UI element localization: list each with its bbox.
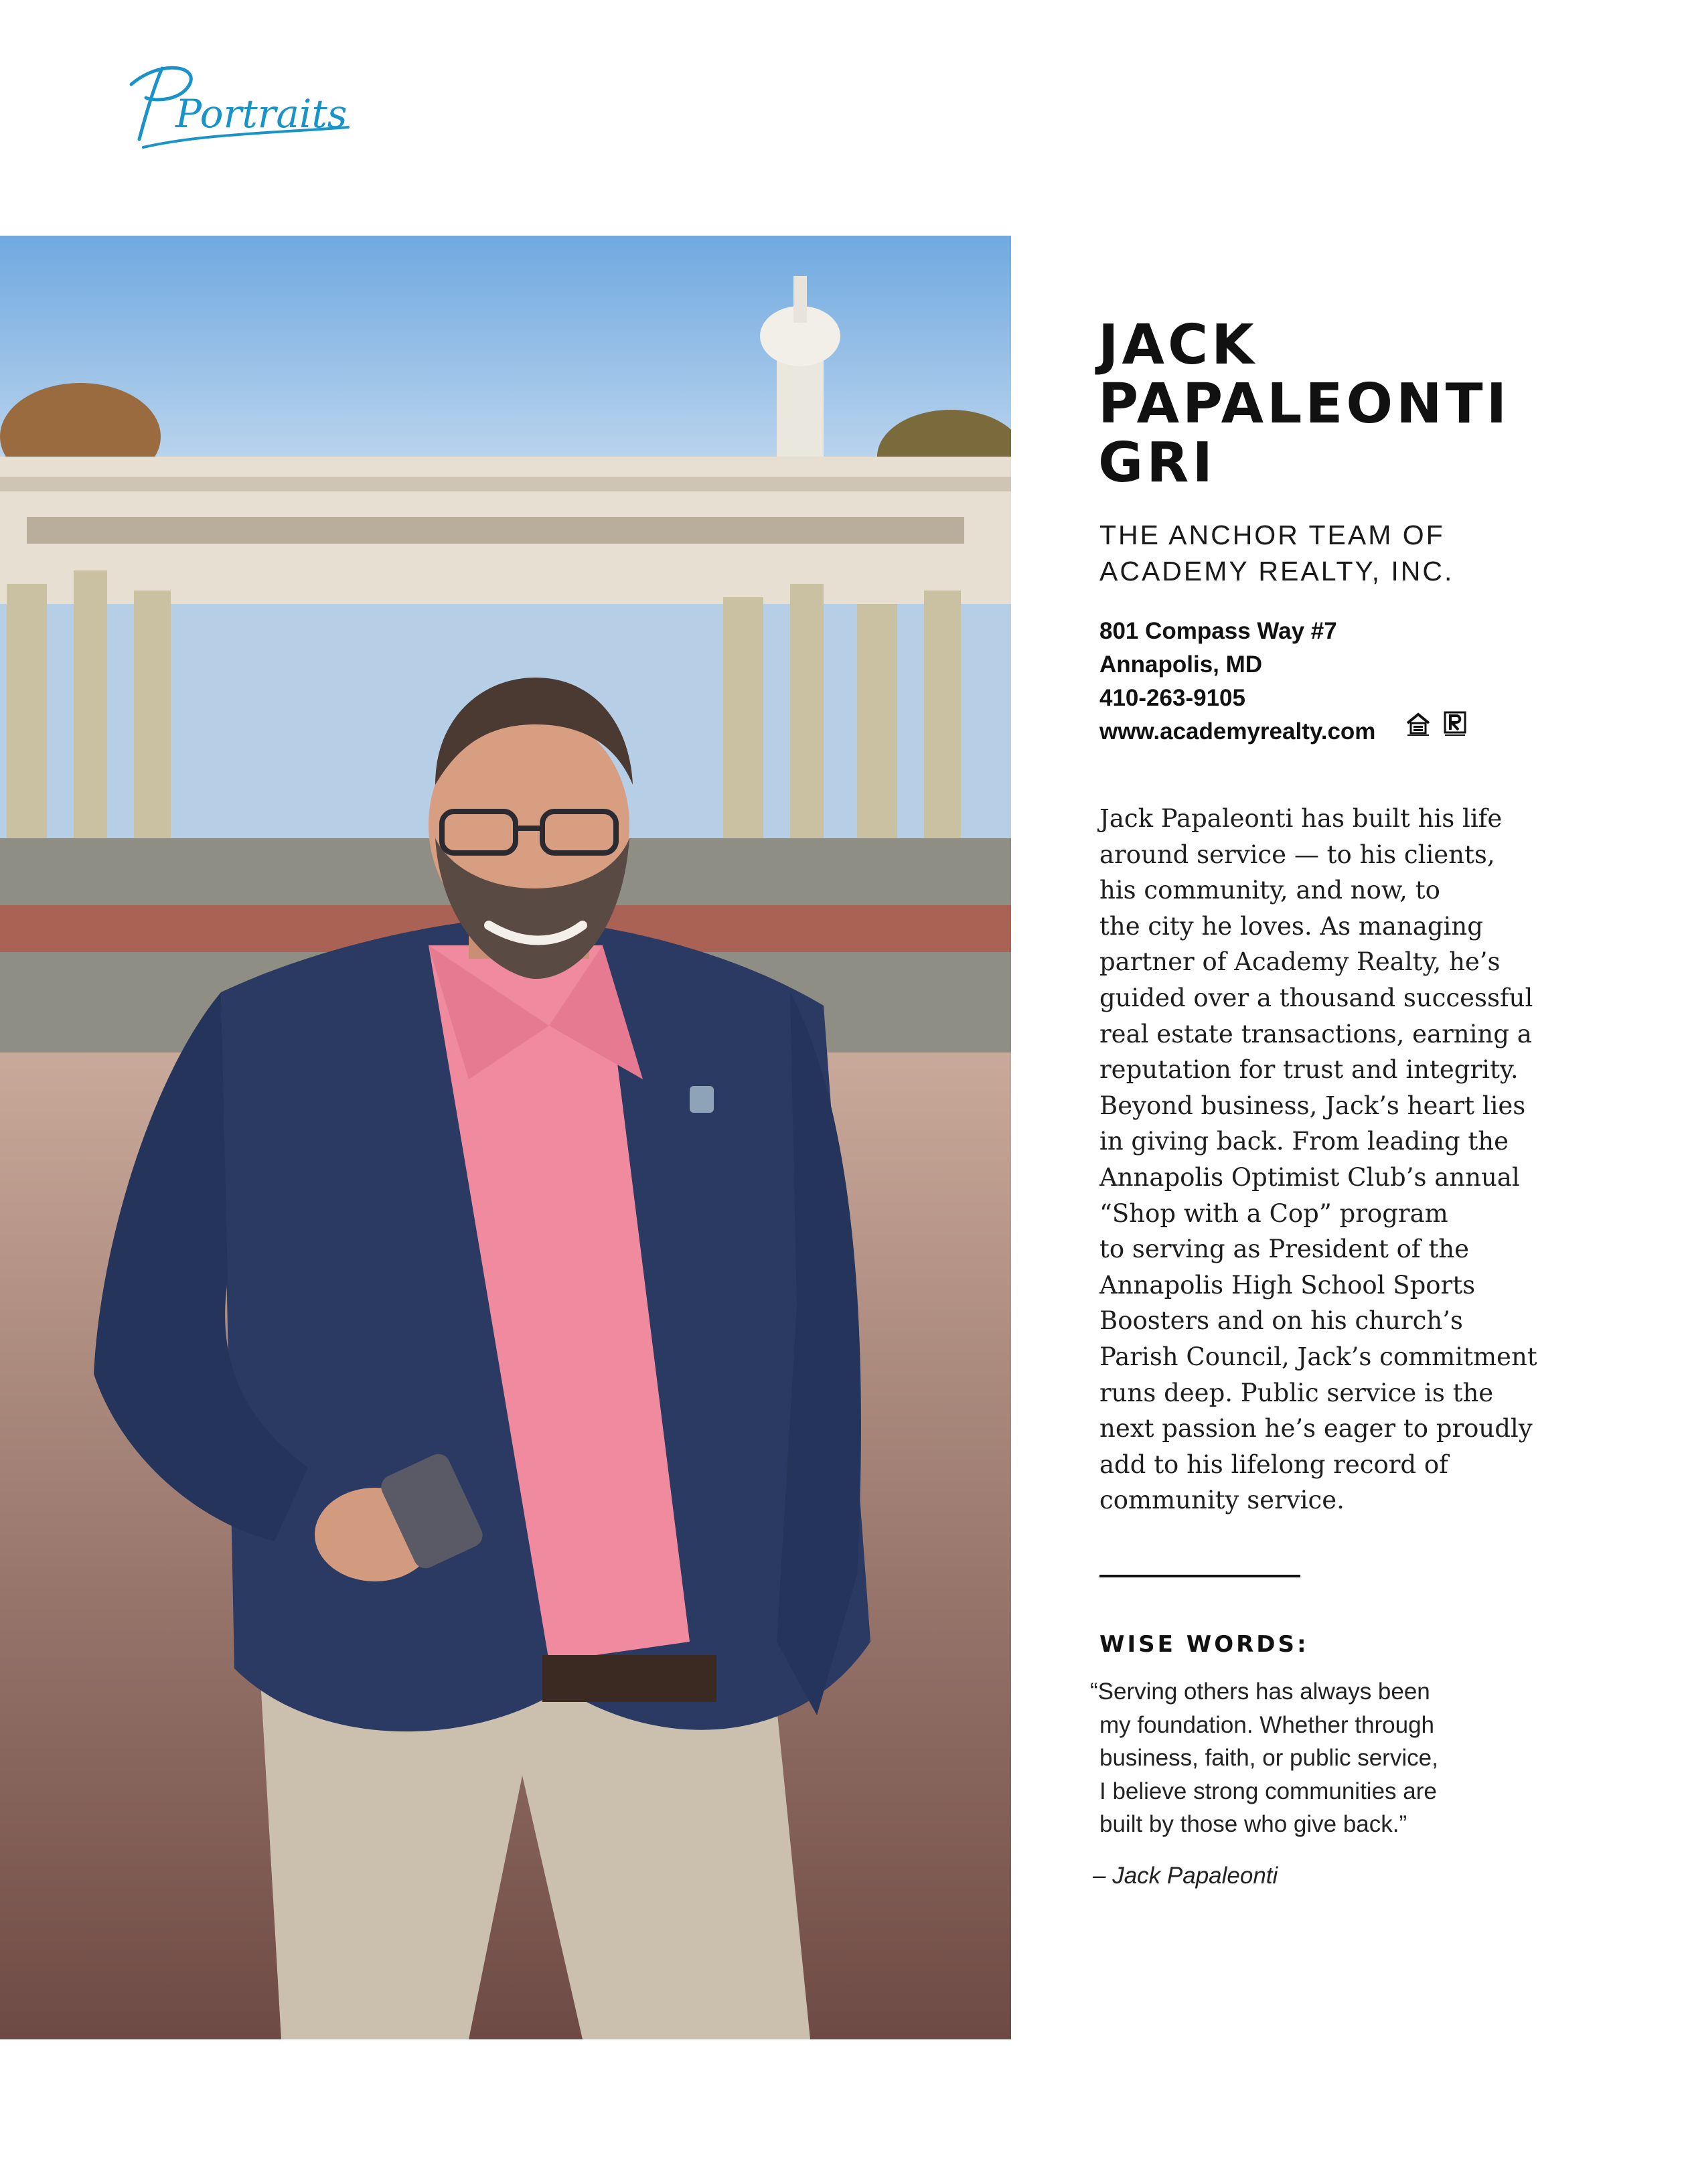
quote-line: “Serving others has always been — [1090, 1679, 1430, 1705]
website-link[interactable]: www.academyrealty.com — [1099, 718, 1376, 745]
portrait-photo-illustration-icon — [0, 236, 1011, 2039]
quote-line: built by those who give back.” — [1099, 1811, 1407, 1838]
bio-line: in giving back. From leading the — [1099, 1127, 1509, 1156]
portraits-script-logo-icon — [114, 54, 362, 167]
bio-line: next passion he’s eager to proudly — [1099, 1414, 1533, 1444]
biography — [1099, 801, 1541, 1518]
bio-line: guided over a thousand successful — [1099, 983, 1533, 1012]
bio-line: Beyond business, Jack’s heart lies — [1099, 1091, 1526, 1120]
quote-attribution: – Jack Papaleonti — [1093, 1863, 1278, 1889]
bio-line: the city he loves. As managing — [1099, 911, 1483, 941]
quote-line: I believe strong communities are — [1099, 1778, 1437, 1804]
agent-name-line-3: GRI — [1098, 431, 1216, 495]
contact-block — [1099, 615, 1608, 749]
company-line-2: ACADEMY REALTY, INC. — [1099, 556, 1454, 587]
section-divider — [1099, 1575, 1300, 1577]
bio-line: Jack Papaleonti has built his life — [1099, 804, 1503, 833]
address-line-2: Annapolis, MD — [1099, 651, 1263, 678]
portraits-section-logo — [114, 54, 362, 167]
bio-line: real estate transactions, earning a — [1099, 1019, 1532, 1048]
company-name — [1099, 517, 1649, 589]
company-line-1: THE ANCHOR TEAM OF — [1099, 520, 1445, 550]
agent-name-line-1: JACK — [1098, 313, 1257, 377]
bio-line: Annapolis Optimist Club’s annual — [1099, 1162, 1520, 1192]
bio-line: “Shop with a Cop” program — [1099, 1198, 1448, 1228]
bio-line: partner of Academy Realty, he’s — [1099, 947, 1501, 977]
quote-line: business, faith, or public service, — [1099, 1745, 1438, 1772]
wise-words-heading: WISE WORDS: — [1099, 1631, 1309, 1658]
phone-number[interactable]: 410-263-9105 — [1099, 685, 1245, 711]
bio-line: to serving as President of the — [1099, 1235, 1469, 1264]
bio-line: community service. — [1099, 1486, 1345, 1515]
bio-line: Parish Council, Jack’s commitment — [1099, 1342, 1537, 1371]
bio-line: Boosters and on his church’s — [1099, 1306, 1463, 1336]
bio-line: his community, and now, to — [1099, 876, 1440, 905]
bio-line: runs deep. Public service is the — [1099, 1378, 1494, 1407]
bio-line: reputation for trust and integrity. — [1099, 1055, 1519, 1085]
portrait-photo — [0, 236, 1011, 2039]
bio-line: Annapolis High School Sports — [1099, 1270, 1476, 1300]
bio-line: around service — to his clients, — [1099, 840, 1495, 869]
realtor-r-icon — [1444, 711, 1468, 741]
equal-housing-opportunity-icon — [1405, 711, 1432, 741]
address-line-1: 801 Compass Way #7 — [1099, 618, 1337, 644]
quote-line: my foundation. Whether through — [1099, 1711, 1435, 1738]
bio-line: add to his lifelong record of — [1099, 1450, 1448, 1479]
agent-name-line-2: PAPALEONTI — [1098, 372, 1511, 436]
agent-name — [1098, 313, 1647, 495]
wise-words-quote — [1090, 1675, 1532, 1841]
compliance-badges — [1405, 711, 1477, 740]
portraits-logo-text: Portraits — [175, 91, 348, 137]
